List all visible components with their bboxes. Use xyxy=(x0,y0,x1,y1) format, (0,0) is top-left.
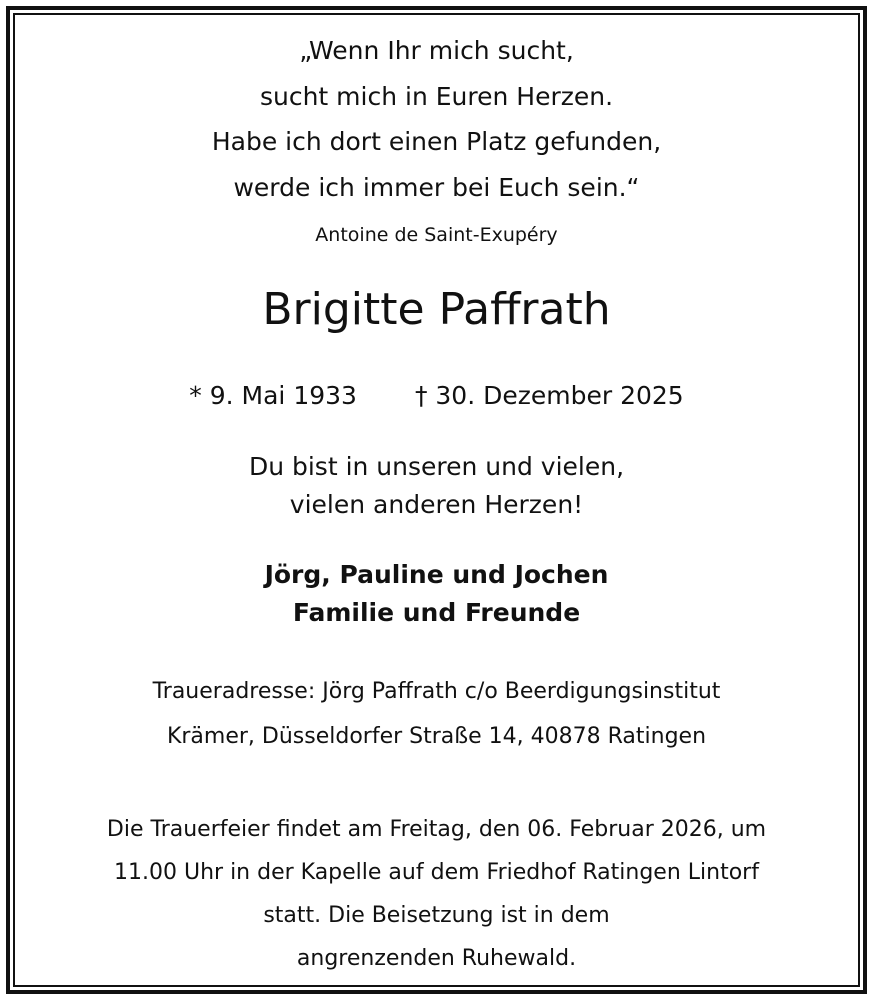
service-line: Die Trauerfeier findet am Freitag, den 06. Februar 2026, um xyxy=(106,817,767,842)
verse-line: Du bist in unseren und vielen, xyxy=(248,452,625,481)
deceased-name: Brigitte Paffrath xyxy=(262,284,611,335)
service-line: statt. Die Beisetzung ist in dem xyxy=(263,903,610,928)
quote-line: werde ich immer bei Euch sein.“ xyxy=(233,173,640,202)
mourners-line: Jörg, Pauline und Jochen xyxy=(264,560,609,589)
mourners-line: Familie und Freunde xyxy=(292,598,581,627)
quote-line: Habe ich dort einen Platz gefunden, xyxy=(211,127,662,156)
quote-author: Antoine de Saint-Exupéry xyxy=(315,224,558,246)
quote-line: „Wenn Ihr mich sucht, xyxy=(299,36,574,65)
address-line: Krämer, Düsseldorfer Straße 14, 40878 Ratingen xyxy=(166,724,707,749)
quote-line: sucht mich in Euren Herzen. xyxy=(259,82,614,111)
verse-line: vielen anderen Herzen! xyxy=(289,490,584,519)
service-line: angrenzenden Ruhewald. xyxy=(296,946,577,971)
birth-date: * 9. Mai 1933 xyxy=(189,381,357,410)
address-line: Traueradresse: Jörg Paffrath c/o Beerdigungsinstitut xyxy=(152,679,721,704)
life-dates xyxy=(15,381,858,410)
obituary-notice xyxy=(15,15,858,985)
death-date: † 30. Dezember 2025 xyxy=(414,381,684,410)
service-line: 11.00 Uhr in der Kapelle auf dem Friedhof Ratingen Lintorf xyxy=(114,860,759,885)
